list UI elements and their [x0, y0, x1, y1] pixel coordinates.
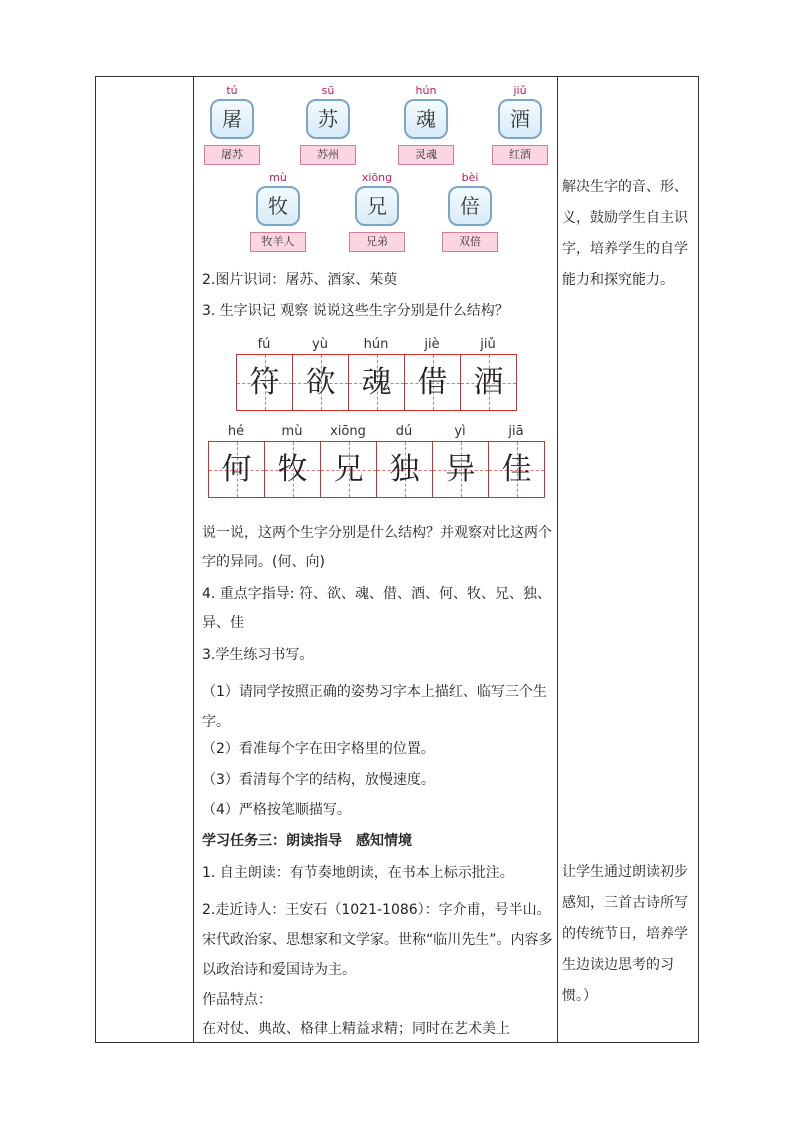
purpose-note-1: 解决生字的音、形、义，鼓励学生自主识字，培养学生的自学能力和探究能力。 [562, 179, 688, 288]
grid-character: 佳 [501, 452, 532, 487]
grid-character: 何 [221, 452, 252, 487]
card-word: 屠苏 [204, 145, 260, 165]
grid-character: 独 [389, 452, 420, 487]
writing-step-4: （4）严格按笔顺描写。 [202, 802, 351, 818]
flashcard [200, 85, 264, 165]
grid-pinyin: yì [454, 424, 466, 439]
grid-character: 异 [445, 452, 476, 487]
grid-pinyin: hún [363, 337, 389, 352]
card-character: 苏 [306, 99, 350, 139]
grid-pinyin: xiōng [330, 424, 366, 439]
reading-step-1: 1. 自主朗读：有节奏地朗读，在书本上标示批注。 [202, 865, 514, 881]
writing-practice-heading: 3.学生练习书写。 [202, 647, 314, 663]
grid-character: 欲 [305, 365, 336, 400]
grid-character: 酒 [473, 365, 504, 400]
grid-cell [209, 442, 265, 497]
grid-cell [489, 442, 544, 497]
card-word: 双倍 [442, 232, 498, 252]
flashcard [246, 172, 310, 252]
grid-pinyin: yù [312, 337, 328, 352]
purpose-note-2: 让学生通过朗读初步感知，三首古诗所写的传统节日，培养学生边读边思考的习惯。） [562, 864, 688, 1004]
card-character: 倍 [448, 186, 492, 226]
poet-intro: 2.走近诗人：王安石（1021-1086）：字介甫，号半山。宋代政治家、思想家和文学家。世称“临川先生”。内容多以政治诗和爱国诗为主。 [202, 902, 553, 978]
card-pinyin: bèi [461, 171, 479, 184]
flashcard [345, 172, 409, 252]
card-character: 牧 [256, 186, 300, 226]
column-divider [193, 77, 194, 1042]
compare-question: 说一说，这两个生字分别是什么结构？并观察对比这两个字的异同。(何、向) [202, 525, 552, 570]
tianzige-grid-2 [208, 423, 545, 498]
grid-character: 符 [249, 365, 280, 400]
card-pinyin: hún [415, 84, 437, 97]
grid-pinyin: jiā [508, 424, 524, 439]
card-pinyin: mù [269, 171, 287, 184]
card-character: 兄 [355, 186, 399, 226]
flashcard [394, 85, 458, 165]
work-features-label: 作品特点： [202, 992, 272, 1008]
grid-pinyin: jiǔ [480, 337, 496, 352]
grid-cell [265, 442, 321, 497]
grid-cell [321, 442, 377, 497]
structure-question: 3. 生字识记 观察 说说这些生字分别是什么结构？ [202, 303, 509, 319]
card-character: 魂 [404, 99, 448, 139]
tianzige-grid-1 [236, 336, 517, 411]
grid-pinyin: jiè [424, 337, 440, 352]
grid-character: 借 [417, 365, 448, 400]
card-pinyin: jiǔ [513, 84, 527, 97]
card-pinyin: sū [321, 84, 335, 97]
grid-pinyin: mù [281, 424, 303, 439]
grid-pinyin: dú [395, 424, 413, 439]
work-features-text: 在对仗、典故、格律上精益求精；同时在艺术美上 [202, 1021, 510, 1037]
flashcard [488, 85, 552, 165]
flashcard [438, 172, 502, 252]
card-word: 牧羊人 [250, 232, 306, 252]
grid-pinyin: fú [257, 337, 271, 352]
writing-step-2: （2）看准每个字在田字格里的位置。 [202, 741, 435, 757]
grid-cell [237, 355, 293, 410]
task-three-heading: 学习任务三：朗读指导 感知情境 [202, 833, 412, 849]
card-word: 苏州 [300, 145, 356, 165]
writing-step-3: （3）看清每个字的结构，放慢速度。 [202, 772, 435, 788]
grid-cell [461, 355, 516, 410]
grid-cell [405, 355, 461, 410]
card-pinyin: xiōng [361, 171, 393, 184]
card-word: 兄弟 [349, 232, 405, 252]
column-divider [557, 77, 558, 1042]
grid-cell [349, 355, 405, 410]
writing-step-1: （1）请同学按照正确的姿势习字本上描红、临写三个生字。 [202, 684, 547, 730]
grid-cell [293, 355, 349, 410]
grid-character: 牧 [277, 452, 308, 487]
image-word-line: 2.图片识词：屠苏、酒家、茱萸 [202, 272, 398, 288]
card-character: 酒 [498, 99, 542, 139]
grid-character: 兄 [333, 452, 364, 487]
card-word: 红酒 [492, 145, 548, 165]
key-character-guide: 4. 重点字指导: 符、欲、魂、借、酒、何、牧、兄、独、异、佳 [202, 586, 551, 631]
grid-character: 魂 [361, 365, 392, 400]
flashcard [296, 85, 360, 165]
card-character: 屠 [210, 99, 254, 139]
card-pinyin: tú [226, 84, 238, 97]
grid-cell [377, 442, 433, 497]
grid-pinyin: hé [227, 424, 245, 439]
card-word: 灵魂 [398, 145, 454, 165]
grid-cell [433, 442, 489, 497]
